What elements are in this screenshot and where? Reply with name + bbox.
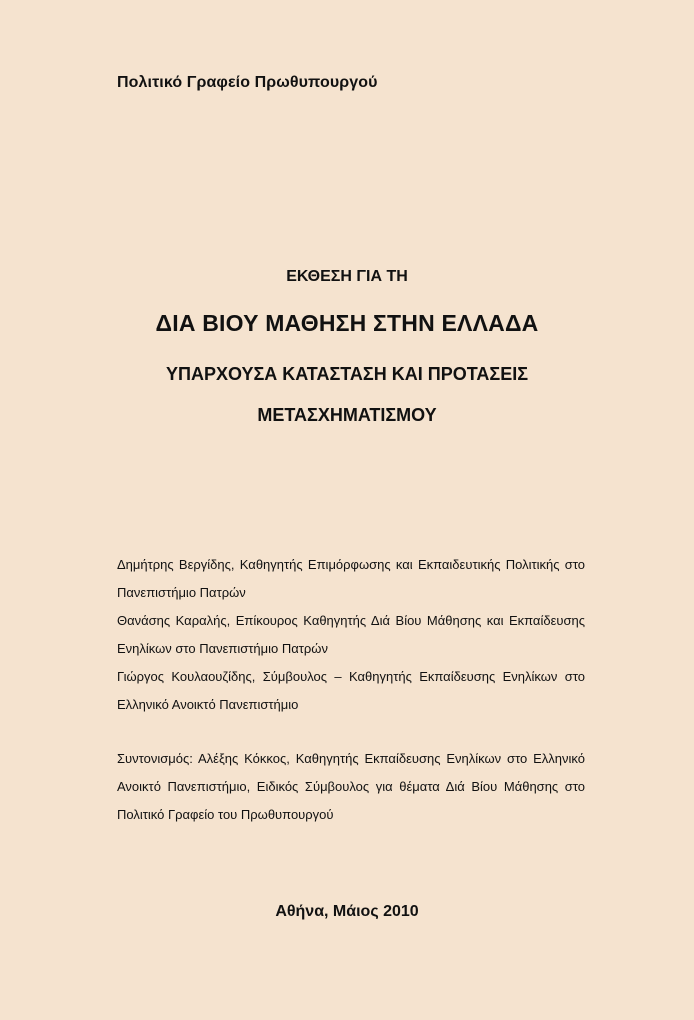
coordinator-entry: Συντονισμός: Αλέξης Κόκκος, Καθηγητής Εκπαίδευσης Ενηλίκων στο Ελληνικό Ανοικτό Πανεπιστήμιο, Ειδικός Σύμβουλος για θέματα Διά Βίου Μάθησης στο Πολιτικό Γραφείο του Πρωθυπουργού (117, 751, 585, 822)
report-title: ΔΙΑ ΒΙΟΥ ΜΑΘΗΣΗ ΣΤΗΝ ΕΛΛΑΔΑ (155, 310, 539, 336)
author-entry: Θανάσης Καραλής, Επίκουρος Καθηγητής Διά Βίου Μάθησης και Εκπαίδευσης Ενηλίκων στο Πανεπιστήμιο Πατρών (117, 613, 585, 656)
author-entry: Δημήτρης Βεργίδης, Καθηγητής Επιμόρφωσης και Εκπαιδευτικής Πολιτικής στο Πανεπιστήμιο Πατρών (117, 557, 585, 600)
publication-date: Αθήνα, Μάιος 2010 (275, 903, 419, 920)
issuing-office: Πολιτικό Γραφείο Πρωθυπουργού (117, 74, 378, 91)
report-subtitle-continued: ΜΕΤΑΣΧΗΜΑΤΙΣΜΟΥ (257, 405, 437, 425)
coordination-note (117, 745, 585, 829)
report-title-prefix: ΕΚΘΕΣΗ ΓΙΑ ΤΗ (286, 268, 408, 285)
author-entry: Γιώργος Κουλαουζίδης, Σύμβουλος – Καθηγητής Εκπαίδευσης Ενηλίκων στο Ελληνικό Ανοικτό Πανεπιστήμιο (117, 669, 585, 712)
report-subtitle: ΥΠΑΡΧΟΥΣΑ ΚΑΤΑΣΤΑΣΗ ΚΑΙ ΠΡΟΤΑΣΕΙΣ (165, 364, 529, 384)
authors-list (117, 551, 585, 719)
